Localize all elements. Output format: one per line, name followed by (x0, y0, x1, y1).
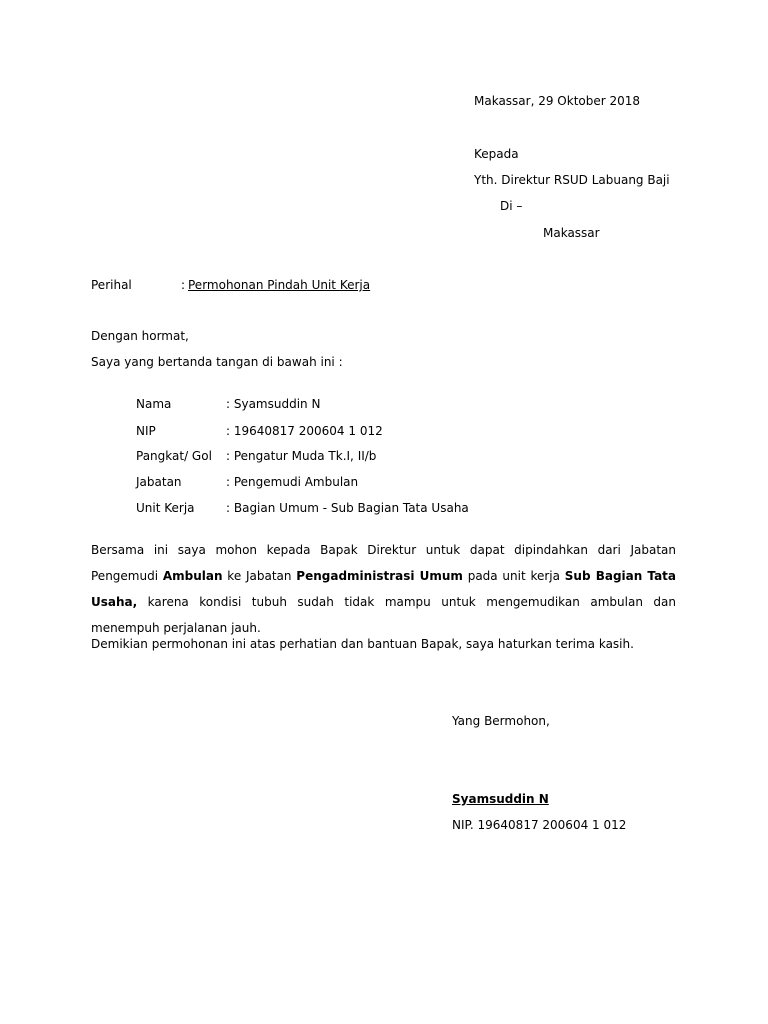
identity-label-nama: Nama (136, 397, 172, 411)
body-paragraph (91, 537, 676, 641)
body-bold-ambulan: Ambulan (162, 569, 223, 583)
closing-sentence: Demikian permohonan ini atas perhatian dan bantuan Bapak, saya haturkan terima kasih. (91, 637, 634, 651)
identity-value-nama: : Syamsuddin N (226, 397, 321, 411)
subject-label: Perihal (91, 278, 132, 292)
signature-nip: NIP. 19640817 200604 1 012 (452, 818, 627, 832)
body-text-4: karena kondisi tubuh sudah tidak mampu untuk mengemudikan ambulan dan menempuh perjalanan jauh. (91, 595, 676, 635)
recipient-yth: Yth. Direktur RSUD Labuang Baji (474, 173, 670, 187)
body-text-3: pada unit kerja (462, 569, 565, 583)
identity-value-nip: : 19640817 200604 1 012 (226, 424, 383, 438)
identity-label-jabatan: Jabatan (136, 475, 182, 489)
subject-text: Permohonan Pindah Unit Kerja (188, 278, 371, 292)
recipient-kepada: Kepada (474, 147, 519, 161)
intro-line: Saya yang bertanda tangan di bawah ini : (91, 355, 343, 369)
recipient-city: Makassar (543, 226, 600, 240)
signature-name: Syamsuddin N (452, 792, 549, 806)
recipient-di: Di – (500, 199, 523, 213)
signature-closing: Yang Bermohon, (452, 714, 550, 728)
identity-value-jabatan: : Pengemudi Ambulan (226, 475, 359, 489)
identity-label-pangkat: Pangkat/ Gol (136, 449, 212, 463)
identity-label-unit-kerja: Unit Kerja (136, 501, 195, 515)
body-bold-position: Pengadministrasi Umum (296, 569, 463, 583)
body-text-1: Bersama ini saya mohon kepada Bapak Direktur untuk dapat dipindahkan dari Jabatan Pengemudi (91, 543, 676, 583)
place-date: Makassar, 29 Oktober 2018 (474, 94, 641, 108)
body-text-2: ke Jabatan (222, 569, 297, 583)
identity-value-pangkat: : Pengatur Muda Tk.I, II/b (226, 449, 377, 463)
body-bold-unit: Sub Bagian Tata Usaha, (91, 569, 677, 609)
subject-separator: : (181, 278, 186, 292)
greeting: Dengan hormat, (91, 329, 189, 343)
identity-value-unit-kerja: : Bagian Umum - Sub Bagian Tata Usaha (226, 501, 469, 515)
identity-label-nip: NIP (136, 424, 156, 438)
